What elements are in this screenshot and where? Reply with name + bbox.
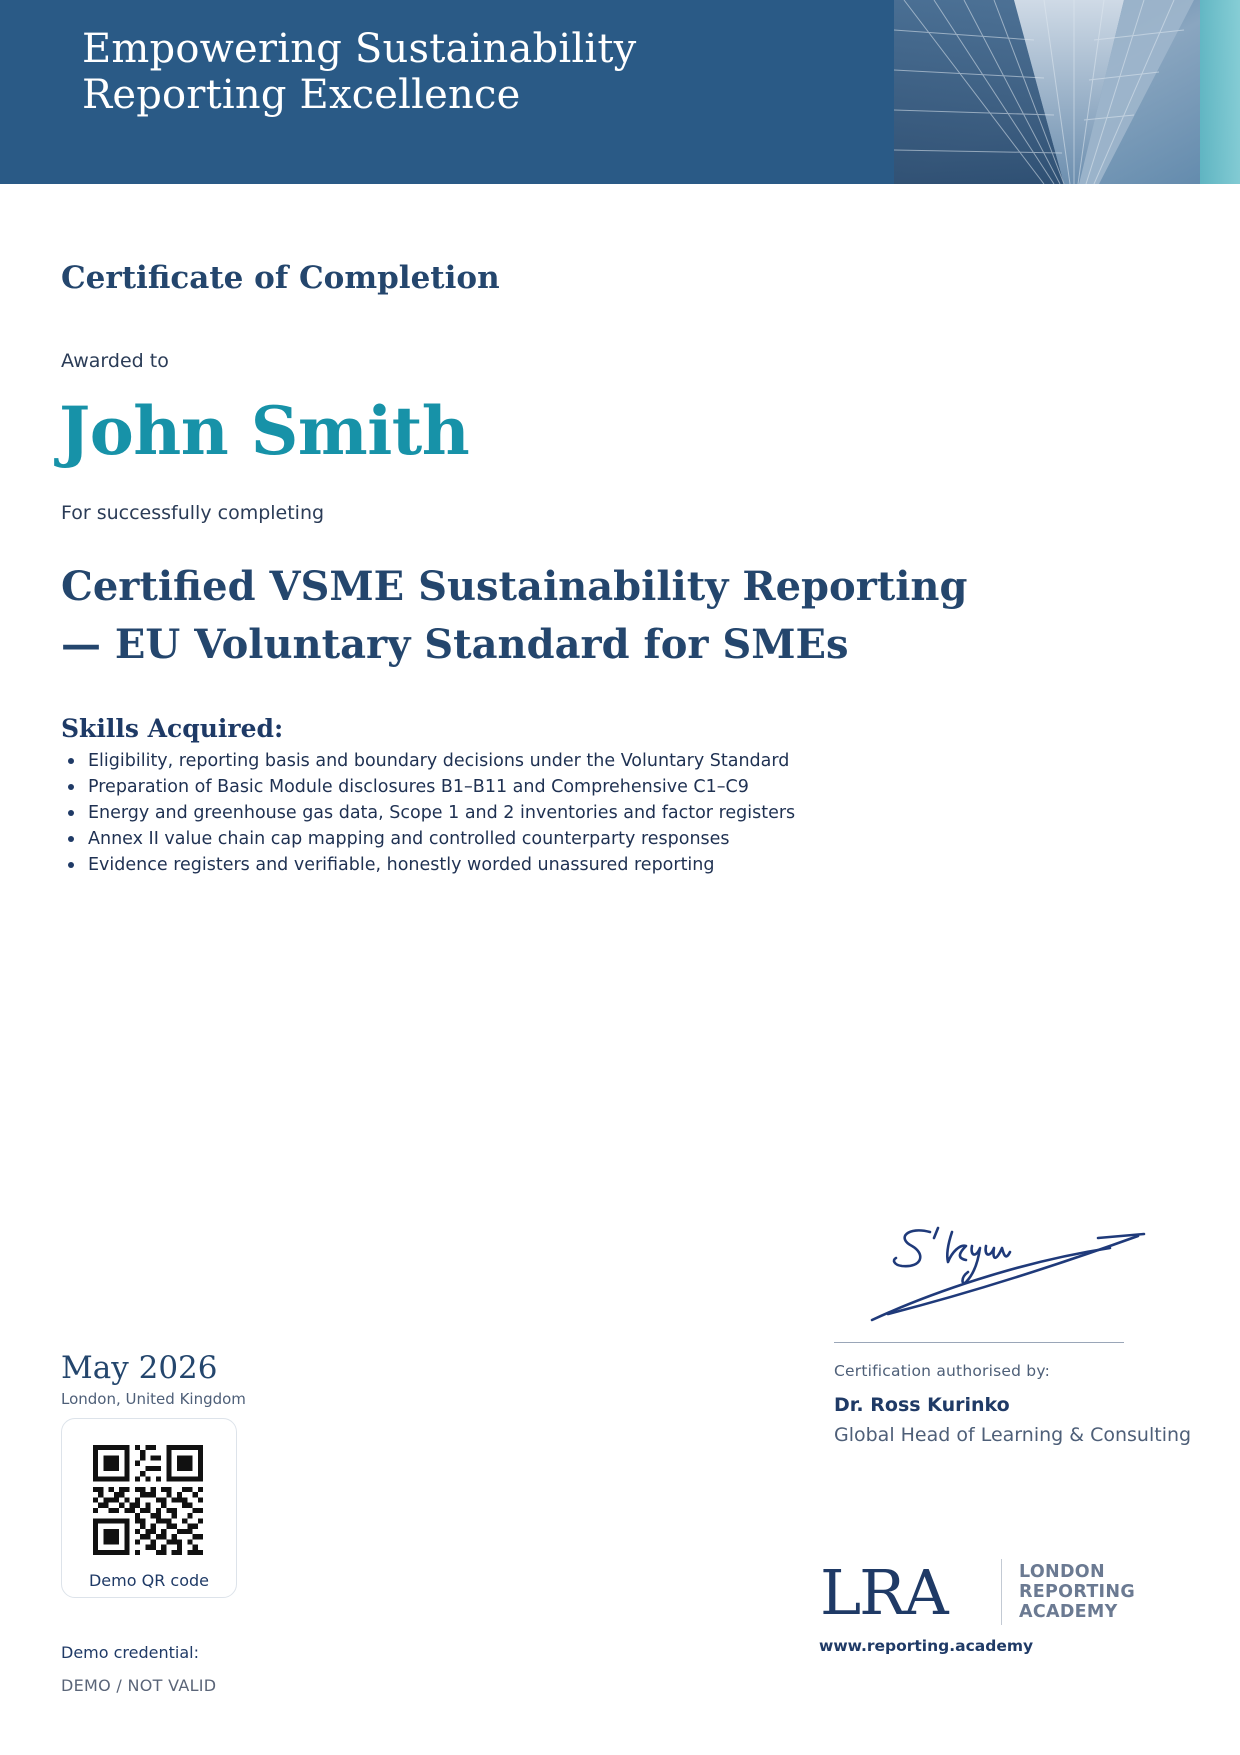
authorised-label: Certification authorised by: [834,1362,1050,1380]
lra-logo-mark: LRA [820,1556,947,1629]
skill-item: Eligibility, reporting basis and boundary decisions under the Voluntary Standard [61,748,795,774]
qr-caption: Demo QR code [88,1571,209,1590]
logo-word: LONDON [1019,1562,1105,1582]
completing-label: For successfully completing [61,502,325,524]
signer-name: Dr. Ross Kurinko [834,1394,1010,1416]
skills-list [61,748,795,878]
qr-code-icon [93,1445,203,1555]
qr-card [61,1418,237,1598]
header-title-line2: Reporting Excellence [82,72,521,118]
header-title [82,26,882,118]
skill-item: Evidence registers and verifiable, honestly worded unassured reporting [61,852,795,878]
issue-location: London, United Kingdom [61,1390,246,1408]
header-title-line1: Empowering Sustainability [82,26,637,72]
skill-item: Annex II value chain cap mapping and controlled counterparty responses [61,826,795,852]
credential-value: DEMO / NOT VALID [61,1676,217,1695]
recipient-name: John Smith [59,392,470,470]
header-banner [0,0,1240,184]
course-title [61,558,1061,674]
lra-logo-words [1019,1562,1135,1622]
issue-date: May 2026 [61,1350,218,1386]
course-title-line1: Certified VSME Sustainability Reporting [61,563,968,610]
logo-word: REPORTING [1019,1582,1135,1602]
signature-line [834,1342,1124,1343]
credential-label: Demo credential: [61,1643,199,1662]
website-url: www.reporting.academy [819,1637,1034,1655]
skill-item: Preparation of Basic Module disclosures B1–B11 and Comprehensive C1–C9 [61,774,795,800]
course-title-line2: — EU Voluntary Standard for SMEs [61,621,849,668]
signer-role: Global Head of Learning & Consulting [834,1424,1192,1446]
skill-item: Energy and greenhouse gas data, Scope 1 and 2 inventories and factor registers [61,800,795,826]
logo-word: ACADEMY [1019,1602,1118,1622]
building-photo [894,0,1240,184]
certificate-title: Certificate of Completion [61,260,500,296]
awarded-label: Awarded to [61,350,169,372]
logo-divider [1001,1559,1002,1625]
signature-icon [868,1222,1148,1334]
skills-heading: Skills Acquired: [61,714,284,743]
